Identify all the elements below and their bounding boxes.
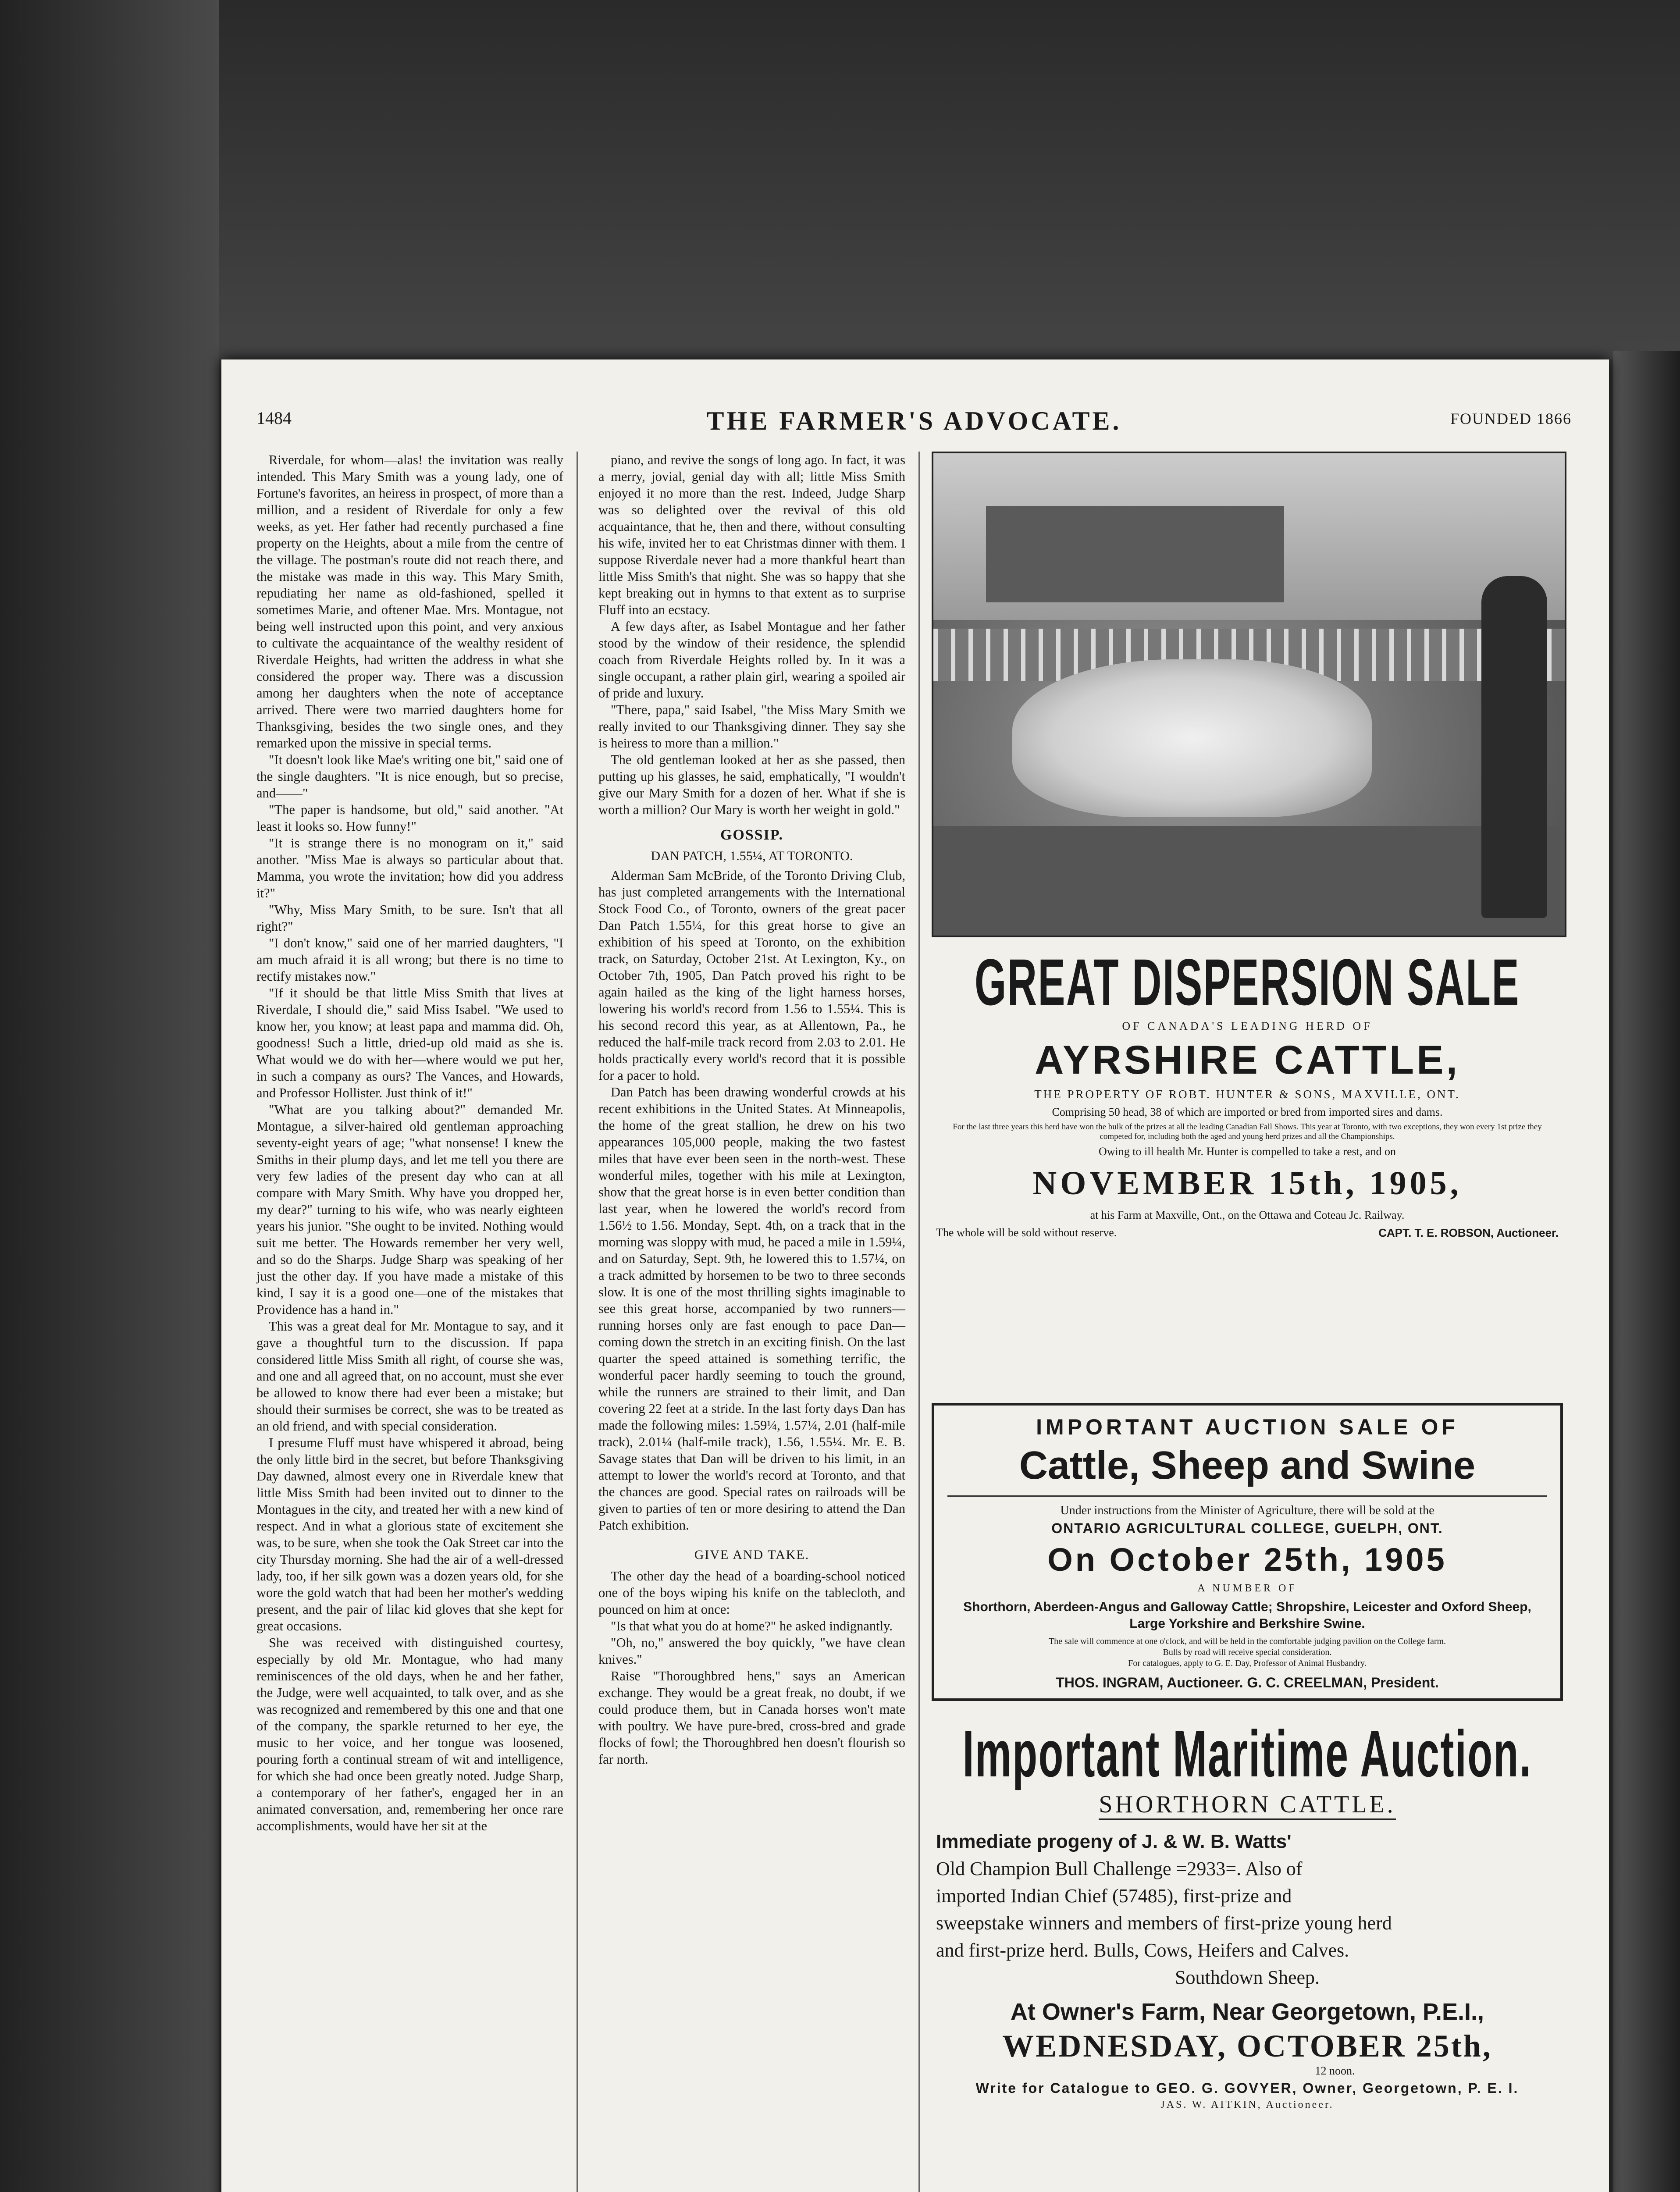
maritime-line: Old Champion Bull Challenge =2933=. Also of bbox=[936, 1858, 1303, 1879]
ad-auctioneer: CAPT. T. E. ROBSON, Auctioneer. bbox=[1378, 1226, 1559, 1239]
ad-breed: AYRSHIRE CATTLE, bbox=[1034, 1038, 1460, 1082]
auction-college: ONTARIO AGRICULTURAL COLLEGE, GUELPH, ONT. bbox=[1051, 1520, 1443, 1536]
maritime-line: Immediate progeny of J. & W. B. Watts' bbox=[936, 1831, 1292, 1852]
maritime-subtitle: SHORTHORN CATTLE. bbox=[1099, 1790, 1395, 1820]
maritime-write: Write for Catalogue to GEO. G. GOVYER, Owner, Georgetown, P. E. I. bbox=[975, 2080, 1519, 2096]
story-paragraph: "There, papa," said Isabel, "the Miss Mary Smith we really invited to our Thanksgiving dinner. They say she is heiress to more than a million." bbox=[598, 702, 905, 751]
maritime-auction-ad bbox=[932, 1719, 1563, 2111]
auction-date: On October 25th, 1905 bbox=[1047, 1541, 1447, 1578]
story-paragraph: "Is that what you do at home?" he asked indignantly. bbox=[611, 1619, 893, 1633]
story-paragraph: "I don't know," said one of her married daughters, "I am much afraid it is all wrong; but there is no time to rectify mistakes now." bbox=[256, 936, 563, 984]
ad-comprising: Comprising 50 head, 38 of which are imported or bred from imported sires and dams. bbox=[1052, 1106, 1443, 1118]
auction-title: Cattle, Sheep and Swine bbox=[1019, 1444, 1476, 1487]
story-paragraph: "Oh, no," answered the boy quickly, "we have clean knives." bbox=[598, 1635, 905, 1667]
story-paragraph: The old gentleman looked at her as she passed, then putting up his glasses, he said, emphatically, "I wouldn't give our Mary Smith for a dozen of her. What if she is worth a million? Our Mary is worth her weight in gold." bbox=[598, 752, 905, 817]
ad-owing: Owing to ill health Mr. Hunter is compelled to take a rest, and on bbox=[1098, 1145, 1396, 1158]
maritime-owner-farm: At Owner's Farm, Near Georgetown, P.E.I., bbox=[1010, 1999, 1484, 2025]
column-rule bbox=[918, 452, 920, 2192]
story-paragraph: "What are you talking about?" demanded Mr. Montague, a silver-haired old gentleman approaching seventy-eight years of age; "what nonsense! I knew the Smiths in their plump days, and let me tell you there are very few ladies of the present day who can at all compare with Mary Smith. Why have you dropped her, my dear?" turning to his wife, who was nearly eighteen years his junior. "She ought to be invited. Nothing would suit me better. The Howards remember her very well, and so do the Sharps. Judge Sharp was speaking of her just the other day. If you have made a mistake of this kind, I say it is a good one—one of the mistakes that Providence has a hand in." bbox=[256, 1102, 563, 1317]
newspaper-page bbox=[221, 359, 1609, 2192]
maritime-line: imported Indian Chief (57485), first-prize and bbox=[936, 1885, 1292, 1907]
ad-fine-print: For the last three years this herd have won the bulk of the prizes at all the leading Canadian Fall Shows. This year at Toronto, with two exceptions, they won every 1st prize they competed for, including both the aged and young herd prizes and all the Championships. bbox=[953, 1122, 1542, 1141]
founded-line: FOUNDED 1866 bbox=[1450, 410, 1572, 427]
auction-heading: IMPORTANT AUCTION SALE OF bbox=[1036, 1415, 1459, 1439]
dark-backdrop-top bbox=[0, 0, 1680, 359]
story-paragraph: "It doesn't look like Mae's writing one bit," said one of the single daughters. "It is nice enough, but so precise, and——" bbox=[256, 752, 563, 801]
maritime-line: sweepstake winners and members of first-prize young herd bbox=[936, 1912, 1392, 1934]
maritime-title: Important Maritime Auction. bbox=[962, 1717, 1532, 1790]
story-column-1 bbox=[256, 452, 563, 1834]
give-and-take-heading: GIVE AND TAKE. bbox=[694, 1548, 810, 1562]
story-paragraph: "Why, Miss Mary Smith, to be sure. Isn't that all right?" bbox=[256, 902, 563, 934]
ad-subtitle: OF CANADA'S LEADING HERD OF bbox=[1122, 1020, 1373, 1032]
story-paragraph: The other day the head of a boarding-school noticed one of the boys wiping his knife on the tablecloth, and pounced on him at once: bbox=[598, 1569, 905, 1617]
auction-number-of: A NUMBER OF bbox=[1197, 1583, 1297, 1594]
gossip-heading: GOSSIP. bbox=[720, 827, 784, 843]
maritime-time: 12 noon. bbox=[1315, 2064, 1355, 2077]
page-number: 1484 bbox=[256, 408, 292, 428]
story-paragraph: This was a great deal for Mr. Montague to say, and it gave a thoughtful turn to the discussion. If papa considered little Miss Smith all right, of course she was, and one and all agreed that, on no account, must she ever be allowed to know there had ever been a mistake; but should their surmises be correct, she was to be treated as an old friend, and with special consideration. bbox=[256, 1319, 563, 1434]
auction-breeds: Shorthorn, Aberdeen-Angus and Galloway Cattle; Shropshire, Leicester and Oxford Sheep, Large Yorkshire and Berkshire Swine. bbox=[963, 1600, 1531, 1631]
story-paragraph: She was received with distinguished courtesy, especially by old Mr. Montague, who had many reminiscences of the old days, when he and her father, the Judge, were well acquainted, to talk over, and as she was recognized and remembered by this one and that one of the company, the sparkle returned to her eye, the music to her voice, and her tongue was loosened, pouring forth a continual stream of wit and intelligence, for which she had once been greatly noted. Judge Sharp, a contemporary of her father's, engaged her in an animated conversation, and, remembering her once rare accomplishments, would have her sit at the bbox=[256, 1635, 563, 1833]
story-paragraph: Dan Patch has been drawing wonderful crowds at his recent exhibitions in the United States. At Minneapolis, the home of the great stallion, he drew on his two appearances 105,000 people, making the two fastest miles that have ever been seen in the north-west. These wonderful miles, together with his mile at Lexington, show that the great horse is in even better condition than last year, when he lowered the world's record from 1.56½ to 1.56. Monday, Sept. 4th, on a track that in the morning was sloppy with mud, he paced a mile in 1.59¼, and on Saturday, Sept. 9th, he lowered this to 1.57¼, on a track admitted by horsemen to be two to three seconds slow. It is one of the most thrilling sights imaginable to see this great horse, accompanied by two runners—running horses only are fast enough to pace Dan—coming down the stretch in an exciting finish. On the last quarter the speed attained is something terrific, the wonderful pacer hardly seeming to touch the ground, while the runners are strained to their limit, and Dan covering 22 feet at a stride. In the last forty days Dan has made the following miles: 1.59¼, 1.57¼, 2.01 (half-mile track), 2.01¼ (half-mile track), 1.56, 1.55¼. Mr. E. B. Savage states that Dan will be driven to his limit, in an attempt to lower the world's record at Toronto, and that the chances are good. Special rates on railroads will be given to parties of ten or more desiring to attend the Dan Patch exhibition. bbox=[598, 1085, 905, 1533]
auction-fine-print: Bulls by road will receive special consideration. bbox=[1163, 1648, 1332, 1657]
dark-backdrop-left bbox=[0, 0, 219, 2192]
dispersion-sale-ad bbox=[932, 947, 1563, 1244]
story-paragraph: Raise "Thoroughbred hens," says an American exchange. They would be a great freak, no doubt, if we could produce them, but in Canada horses won't mate with poultry. We have pure-bred, cross-bred and grade flocks of fowl; the Thoroughbred hen doesn't flourish so far north. bbox=[598, 1669, 905, 1767]
book-spine bbox=[1613, 351, 1680, 2192]
masthead: THE FARMER'S ADVOCATE. bbox=[706, 406, 1122, 435]
gossip-subheading: DAN PATCH, 1.55¼, AT TORONTO. bbox=[651, 849, 853, 863]
column-rule bbox=[577, 452, 578, 2192]
auction-signatures: THOS. INGRAM, Auctioneer. G. C. CREELMAN, President. bbox=[1056, 1675, 1439, 1690]
story-paragraph: A few days after, as Isabel Montague and her father stood by the window of their residence, the splendid coach from Riverdale Heights rolled by. In it was a single occupant, a rather plain girl, wearing a spoiled air of pride and luxury. bbox=[598, 619, 905, 701]
ad-title: GREAT DISPERSION SALE bbox=[974, 945, 1520, 1019]
auction-instruction: Under instructions from the Minister of Agriculture, there will be sold at the bbox=[1060, 1504, 1434, 1517]
ayrshire-cow-photo bbox=[932, 452, 1566, 937]
auction-fine-print: For catalogues, apply to G. E. Day, Professor of Animal Husbandry. bbox=[1128, 1658, 1367, 1668]
story-paragraph: "The paper is handsome, but old," said another. "At least it looks so. How funny!" bbox=[256, 802, 563, 834]
maritime-auctioneer: JAS. W. AITKIN, Auctioneer. bbox=[1160, 2099, 1334, 2110]
story-paragraph: Riverdale, for whom—alas! the invitation was really intended. This Mary Smith was a young lady, one of Fortune's favorites, an heiress in prospect, of more than a million, and a resident of Riverdale for only a few weeks, as yet. Her father had recently purchased a fine property on the Heights, about a mile from the centre of the village. The postman's route did not reach there, and the mistake was made in this way. This Mary Smith, repudiating her name as old-fashioned, spelled it sometimes Marie, and oftener Mae. Mrs. Montague, not being well instructed upon this point, and very anxious to cultivate the acquaintance of the wealthy resident of Riverdale Heights, had written the address in what she considered the proper way. There was a discussion among her daughters when the note of acceptance arrived. There were two married daughters home for Thanksgiving, besides the two single ones, and they remarked upon the missive in special terms. bbox=[256, 452, 563, 751]
maritime-line: Southdown Sheep. bbox=[1175, 1967, 1320, 1988]
story-paragraph: piano, and revive the songs of long ago. In fact, it was a merry, jovial, genial day with all; little Miss Smith enjoyed it no more than the rest. Indeed, Judge Sharp was so delighted over the revival of this old acquaintance, that he, then and there, without consulting his wife, invited her to eat Christmas dinner with them. I suppose Riverdale never had a more thankful heart than little Miss Smith's that night. She was so happy that she kept breaking out in hymns to that extent as to surprise Fluff into an ecstacy. bbox=[598, 452, 905, 617]
auction-fine-print: The sale will commence at one o'clock, and will be held in the comfortable judging pavilion on the College farm. bbox=[1048, 1637, 1446, 1646]
story-paragraph: "It is strange there is no monogram on it," said another. "Miss Mae is always so particular about that. Mamma, you wrote the invitation; how did you address it?" bbox=[256, 836, 563, 900]
ad-reserve: The whole will be sold without reserve. bbox=[936, 1226, 1117, 1239]
maritime-line: and first-prize herd. Bulls, Cows, Heifers and Calves. bbox=[936, 1939, 1349, 1961]
story-column-2 bbox=[598, 452, 905, 1768]
ad-date: NOVEMBER 15th, 1905, bbox=[1032, 1165, 1462, 1202]
auction-sale-ad bbox=[932, 1403, 1563, 1701]
ad-location: at his Farm at Maxville, Ont., on the Ottawa and Coteau Jc. Railway. bbox=[1090, 1209, 1405, 1221]
page-header bbox=[256, 408, 1572, 438]
ad-property: THE PROPERTY OF ROBT. HUNTER & SONS, MAXVILLE, ONT. bbox=[1034, 1088, 1460, 1101]
maritime-date: WEDNESDAY, OCTOBER 25th, bbox=[1002, 2028, 1492, 2064]
story-paragraph: Alderman Sam McBride, of the Toronto Driving Club, has just completed arrangements with the International Stock Food Co., of Toronto, owners of the great pacer Dan Patch 1.55¼, for this great horse to give an exhibition of his speed at Toronto, on the exhibition track, on Saturday, October 21st. At Lexington, Ky., on October 7th, 1905, Dan Patch proved his right to be again hailed as the king of the light harness horses, lowering his world's record from 1.56 to 1.55¼. This is his second record this year, as at Allentown, Pa., he reduced the half-mile track record from 2.03 to 2.01. He holds practically every world's record that it is possible for a pacer to hold. bbox=[598, 868, 905, 1083]
story-paragraph: "If it should be that little Miss Smith that lives at Riverdale, I should die," said Miss Isabel. "We used to know her, you know; at least papa and mamma did. Oh, goodness! Such a little, dried-up old maid as she is. What would we do with her—where would we put her, in such a company as ours? The Vances, and Howards, and Professor Hollister. Just think of it!" bbox=[256, 986, 563, 1100]
story-paragraph: I presume Fluff must have whispered it abroad, being the only little bird in the secret, but before Thanksgiving Day dawned, almost every one in Riverdale knew that little Miss Smith had been invited out to dinner to the Montagues in the city, and treated her with a new kind of respect. And in what a glorious state of excitement she was, to be sure, when she took the Oak Street car into the city Thursday morning. She had the air of a well-dressed lady, too, if her silk gown was a dozen years old, for she wore the gold watch that had been her mother's wedding present, and the pair of lilac kid gloves that she kept for great occasions. bbox=[256, 1435, 563, 1633]
